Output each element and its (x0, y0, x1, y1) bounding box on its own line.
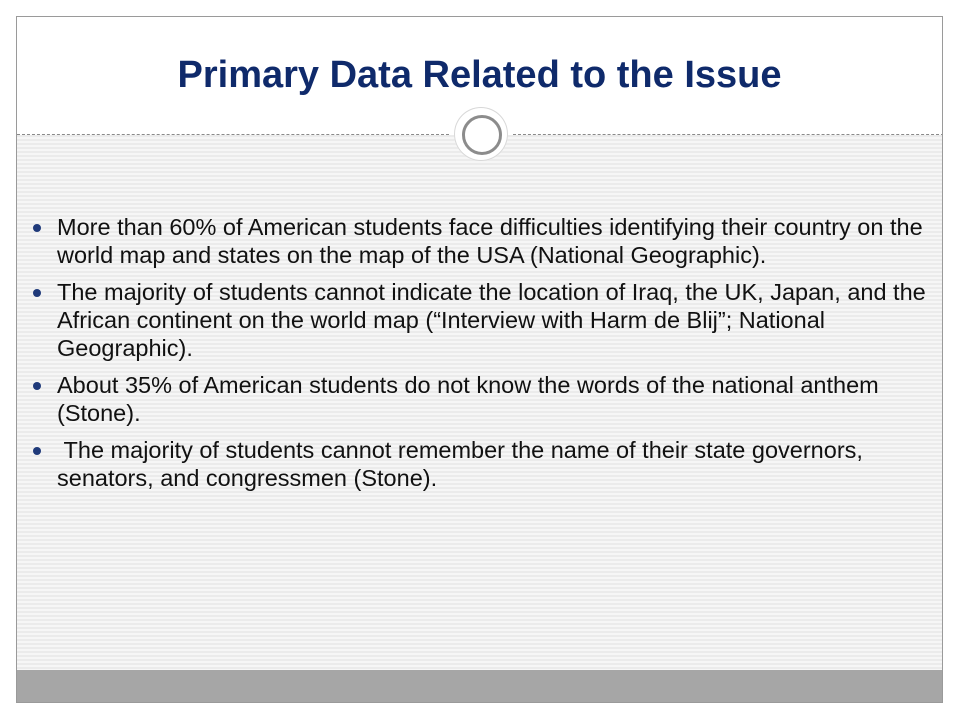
bullet-text: About 35% of American students do not know the words of the national anthem (Stone). (57, 372, 879, 426)
footer-bar (17, 670, 942, 702)
circle-ornament-icon (454, 107, 508, 161)
title-divider-left (17, 134, 449, 135)
bullet-text: More than 60% of American students face difficulties identifying their country on the world map and states on the map of the USA (National Geographic). (57, 214, 923, 268)
bullet-dot-icon (33, 447, 41, 455)
bullet-item (31, 278, 926, 362)
bullet-dot-icon (33, 382, 41, 390)
bullet-dot-icon (33, 289, 41, 297)
bullet-item (31, 436, 926, 492)
bullet-dot-icon (33, 224, 41, 232)
bullet-text: The majority of students cannot remember the name of their state governors, senators, and congressmen (Stone). (57, 437, 870, 491)
slide (16, 16, 943, 703)
bullet-text: The majority of students cannot indicate the location of Iraq, the UK, Japan, and the African continent on the world map (“Interview with Harm de Blij”; National Geographic). (57, 279, 926, 361)
title-divider-right (513, 134, 943, 135)
slide-title: Primary Data Related to the Issue (177, 54, 782, 96)
bullet-list (31, 213, 926, 501)
bullet-item (31, 213, 926, 269)
bullet-item (31, 371, 926, 427)
circle-ornament-ring (462, 115, 502, 155)
